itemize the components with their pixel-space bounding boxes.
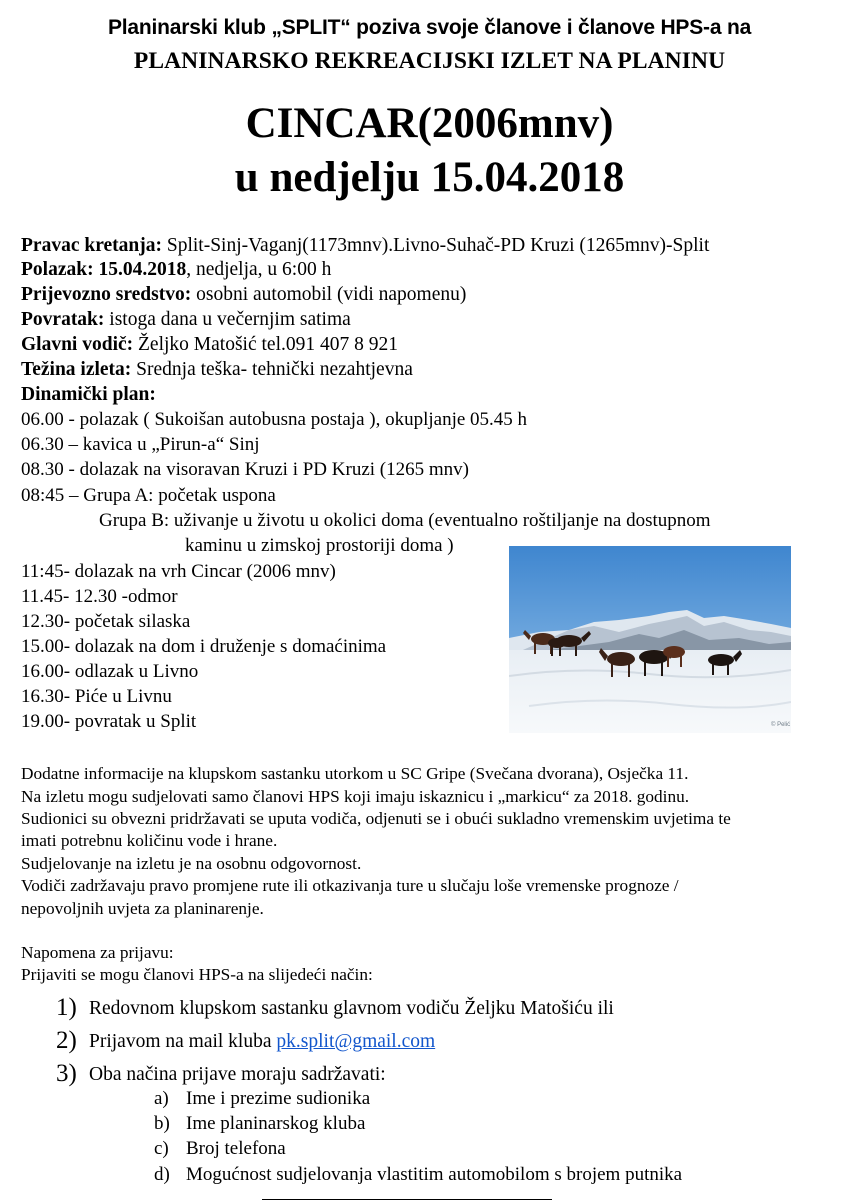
footer-divider <box>262 1199 552 1200</box>
detail-value: Srednja teška- tehnički nezahtjevna <box>131 359 413 380</box>
detail-value: istoga dana u večernjim satima <box>104 309 351 330</box>
detail-transport <box>21 283 466 307</box>
detail-route <box>21 234 709 258</box>
sublist-item: Mogućnost sudjelovanja vlastitim automobilom s brojem putnika <box>186 1164 683 1185</box>
detail-value: Split-Sinj-Vaganj(1173mnv).Livno-Suhač-PD Kruzi (1265mnv)-Split <box>161 235 710 256</box>
plan-item: 12.30- početak silaska <box>21 611 191 632</box>
sublist-letter: c) <box>154 1138 169 1159</box>
plan-item: 11:45- dolazak na vrh Cincar (2006 mnv) <box>21 561 336 582</box>
list-item-text: Prijavom na mail kluba <box>89 1031 277 1052</box>
info-line: imati potrebnu količinu vode i hrane. <box>21 831 278 850</box>
trip-date-heading: u nedjelju 15.04.2018 <box>234 154 625 201</box>
plan-item: 15.00- dolazak na dom i druženje s domaćinima <box>21 636 387 657</box>
plan-item: 06.30 – kavica u „Pirun-a“ Sinj <box>21 434 260 455</box>
info-line: Na izletu mogu sudjelovati samo članovi HPS koji imaju iskaznicu i „markicu“ za 2018. godinu. <box>21 787 690 806</box>
list-number: 3) <box>56 1060 77 1087</box>
signup-note-title: Napomena za prijavu: <box>21 943 174 962</box>
horses-snow-photo <box>509 546 791 733</box>
detail-label: Povratak: <box>21 309 105 330</box>
detail-return <box>21 308 351 332</box>
sublist-letter: d) <box>154 1164 170 1185</box>
plan-item: kaminu u zimskoj prostoriji doma ) <box>185 535 454 556</box>
list-item <box>89 1027 435 1057</box>
detail-label: Dinamički plan: <box>21 384 156 405</box>
photo-credit: © Pelić <box>771 722 791 728</box>
detail-label: Polazak: 15.04.2018 <box>21 259 187 280</box>
mountain-title: CINCAR(2006mnv) <box>245 100 614 147</box>
list-number: 1) <box>56 994 77 1021</box>
detail-guide <box>21 333 398 357</box>
info-line: Vodiči zadržavaju pravo promjene rute ili otkazivanja ture u slučaju loše vremenske prognoze / <box>21 876 679 895</box>
plan-item: 08.30 - dolazak na visoravan Kruzi i PD Kruzi (1265 mnv) <box>21 459 469 480</box>
trip-type-heading: PLANINARSKO REKREACIJSKI IZLET NA PLANINU <box>133 48 726 74</box>
club-email-link[interactable]: pk.split@gmail.com <box>276 1031 436 1052</box>
list-item: Oba načina prijave moraju sadržavati: <box>89 1064 386 1085</box>
plan-item: Grupa B: uživanje u životu u okolici doma (eventualno roštiljanje na dostupnom <box>99 510 711 531</box>
info-line: Sudionici su obvezni pridržavati se uputa vodiča, odjenuti se i obući sukladno vremenskim uvjetima te <box>21 809 731 828</box>
plan-item: 19.00- povratak u Split <box>21 711 197 732</box>
detail-departure <box>21 258 331 282</box>
plan-item: 16.30- Piće u Livnu <box>21 686 172 707</box>
plan-item: 08:45 – Grupa A: početak uspona <box>21 485 276 506</box>
sublist-item: Ime planinarskog kluba <box>186 1113 366 1134</box>
info-line: Sudjelovanje na izletu je na osobnu odgovornost. <box>21 854 362 873</box>
detail-value: , nedjelja, u 6:00 h <box>186 259 332 280</box>
sublist-letter: b) <box>154 1113 170 1134</box>
detail-value: osobni automobil (vidi napomenu) <box>191 284 467 305</box>
sublist-letter: a) <box>154 1088 169 1109</box>
plan-item: 06.00 - polazak ( Sukoišan autobusna postaja ), okupljanje 05.45 h <box>21 409 528 430</box>
plan-item: 16.00- odlazak u Livno <box>21 661 199 682</box>
invitation-line: Planinarski klub „SPLIT“ poziva svoje članove i članove HPS-a na <box>107 16 752 39</box>
detail-value: Željko Matošić tel.091 407 8 921 <box>133 334 398 355</box>
info-line: Dodatne informacije na klupskom sastanku utorkom u SC Gripe (Svečana dvorana), Osječka 11. <box>21 764 689 783</box>
detail-plan-heading <box>21 383 156 407</box>
detail-label: Pravac kretanja: <box>21 235 162 256</box>
info-line: nepovoljnih uvjeta za planinarenje. <box>21 899 264 918</box>
sublist-item: Broj telefona <box>186 1138 286 1159</box>
plan-item: 11.45- 12.30 -odmor <box>21 586 178 607</box>
sublist-item: Ime i prezime sudionika <box>186 1088 371 1109</box>
list-number: 2) <box>56 1027 77 1054</box>
detail-label: Glavni vodič: <box>21 334 134 355</box>
detail-label: Prijevozno sredstvo: <box>21 284 192 305</box>
detail-label: Težina izleta: <box>21 359 132 380</box>
list-item: Redovnom klupskom sastanku glavnom vodiču Željku Matošiću ili <box>89 998 614 1019</box>
detail-difficulty <box>21 358 413 382</box>
signup-note-intro: Prijaviti se mogu članovi HPS-a na slijedeći način: <box>21 965 373 984</box>
